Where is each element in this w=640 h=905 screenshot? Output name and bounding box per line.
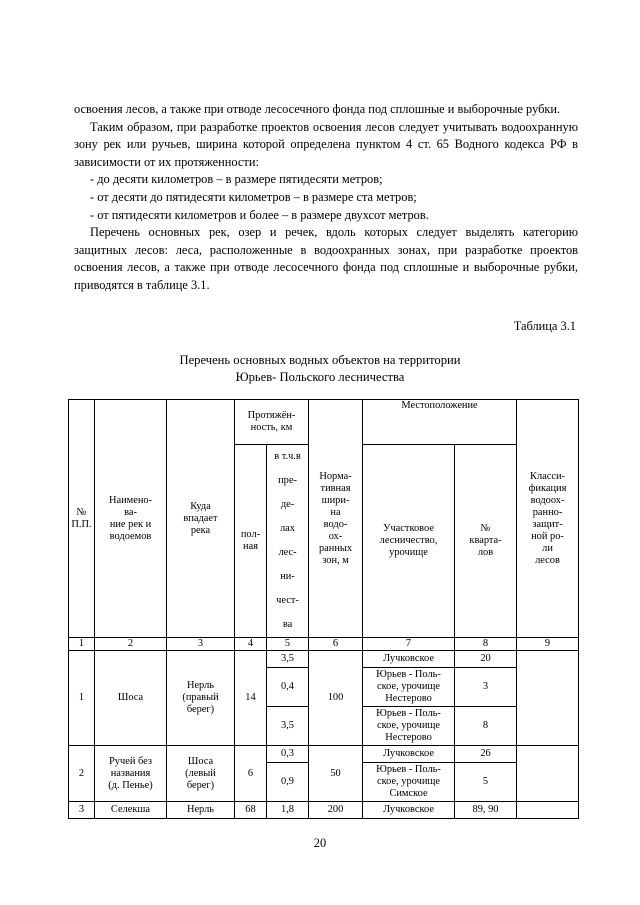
list-item: - от десяти до пятидесяти километров – в размере ста метров; — [90, 189, 417, 204]
cell-district: Лучковское — [363, 746, 455, 763]
paragraph: Таким образом, при разработке проектов освоения лесов следует учитывать водоохранную зону рек или ручьев, ширина которой определена пунктом 4 ст. 65 Водного кодекса РФ в зависимости от их протяженности: — [74, 119, 578, 169]
body-text — [74, 101, 578, 295]
cell-incl: 0,4 — [267, 668, 309, 707]
cell-incl: 1,8 — [267, 802, 309, 819]
table-row — [69, 802, 579, 819]
col-number: 2 — [95, 638, 167, 651]
col-number: 6 — [309, 638, 363, 651]
header-quarters: № кварта- лов — [455, 445, 517, 638]
cell-num: 2 — [69, 746, 95, 802]
cell-norm: 100 — [309, 651, 363, 746]
cell-district: Юрьев - Поль- ское, урочище Нестерово — [363, 668, 455, 707]
header-full: пол- ная — [235, 445, 267, 638]
list-item: - до десяти километров – в размере пятидесяти метров; — [90, 172, 383, 187]
header-flows: Куда впадает река — [167, 400, 235, 638]
cell-class — [517, 802, 579, 819]
cell-flows: Нерль (правый берег) — [167, 651, 235, 746]
table-number: Таблица 3.1 — [513, 319, 576, 333]
cell-quarters: 89, 90 — [455, 802, 517, 819]
cell-quarters: 5 — [455, 763, 517, 802]
cell-norm: 50 — [309, 746, 363, 802]
header-incl: в т.ч.в пре- де- лах лес- ни- чест- ва — [267, 445, 309, 638]
table-title-line2: Юрьев- Польского лесничества — [235, 370, 405, 384]
header-class: Класси- фикация водоох- ранно- защит- ной ро- ли лесов — [517, 400, 579, 638]
col-number: 8 — [455, 638, 517, 651]
cell-quarters: 20 — [455, 651, 517, 668]
header-norm: Норма- тивная шири- на водо- ох- ранных зон, м — [309, 400, 363, 638]
header-num: № П.П. — [69, 400, 95, 638]
col-number: 9 — [517, 638, 579, 651]
header-name: Наимено- ва- ние рек и водоемов — [95, 400, 167, 638]
cell-full: 14 — [235, 651, 267, 746]
paragraph: Перечень основных рек, озер и речек, вдоль которых следует выделять категорию защитных лесов: леса, расположенные в водоохранных зонах, при разработке проектов освоения лесов, а также при отводе лесосечного фонда под сплошные и выборочные рубки, приводятся в таблице 3.1. — [74, 225, 578, 292]
cell-flows: Нерль — [167, 802, 235, 819]
cell-district: Лучковское — [363, 651, 455, 668]
table-title-line1: Перечень основных водных объектов на территории — [179, 353, 461, 367]
col-number: 4 — [235, 638, 267, 651]
col-number: 5 — [267, 638, 309, 651]
cell-norm: 200 — [309, 802, 363, 819]
cell-full: 6 — [235, 746, 267, 802]
cell-num: 3 — [69, 802, 95, 819]
cell-name: Шоса — [95, 651, 167, 746]
page-number: 20 — [313, 836, 327, 850]
cell-quarters: 26 — [455, 746, 517, 763]
paragraph: освоения лесов, а также при отводе лесосечного фонда под сплошные и выборочные рубки. — [74, 102, 561, 116]
header-district: Участковое лесничество, урочище — [363, 445, 455, 638]
col-number: 7 — [363, 638, 455, 651]
table-row — [69, 746, 579, 763]
list-item: - от пятидесяти километров и более – в размере двухсот метров. — [90, 207, 429, 222]
cell-full: 68 — [235, 802, 267, 819]
cell-class — [517, 651, 579, 746]
cell-incl: 3,5 — [267, 707, 309, 746]
cell-district: Юрьев - Поль- ское, урочище Симское — [363, 763, 455, 802]
col-number: 1 — [69, 638, 95, 651]
cell-quarters: 3 — [455, 668, 517, 707]
cell-incl: 0,9 — [267, 763, 309, 802]
col-number: 3 — [167, 638, 235, 651]
header-length: Протяжён- ность, км — [235, 400, 309, 445]
cell-flows: Шоса (левый берег) — [167, 746, 235, 802]
cell-name: Селекша — [95, 802, 167, 819]
cell-district: Лучковское — [363, 802, 455, 819]
cell-quarters: 8 — [455, 707, 517, 746]
water-bodies-table — [68, 399, 579, 819]
cell-district: Юрьев - Поль- ское, урочище Нестерово — [363, 707, 455, 746]
cell-num: 1 — [69, 651, 95, 746]
cell-class — [517, 746, 579, 802]
cell-incl: 0,3 — [267, 746, 309, 763]
cell-incl: 3,5 — [267, 651, 309, 668]
header-location: Местоположение — [363, 400, 517, 445]
cell-name: Ручей без названия (д. Пенье) — [95, 746, 167, 802]
table-row — [69, 651, 579, 668]
